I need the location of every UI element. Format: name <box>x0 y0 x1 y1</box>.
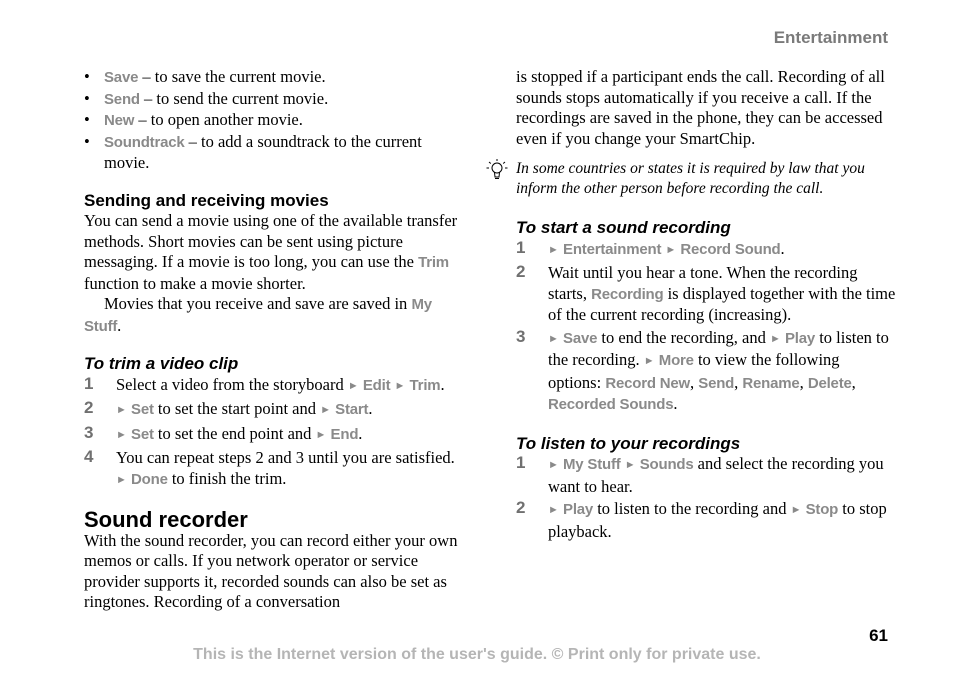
start-step: 1 ► Entertainment ► Record Sound. <box>516 237 785 258</box>
sending-paragraph: You can send a movie using one of the available transfer methods. Short movies can be sent using picture messaging. If a movie is too long, you can use the Trim function to make a movie shorter. <box>84 211 458 293</box>
trim-step: 2 ► Set to set the start point and ► Start. <box>84 398 373 418</box>
arrow-icon: ► <box>769 332 781 345</box>
list-item: • Soundtrack – to add a soundtrack to the current movie. <box>84 131 422 172</box>
sending-heading: Sending and receiving movies <box>84 190 329 210</box>
arrow-icon: ► <box>548 504 559 516</box>
start-recording-heading: To start a sound recording <box>516 218 731 237</box>
arrow-icon: ► <box>665 243 677 256</box>
right-column <box>516 67 896 542</box>
listen-step: 2 ► Play to listen to the recording and ► Stop to stop playback. <box>516 498 887 541</box>
arrow-icon: ► <box>116 428 127 441</box>
arrow-icon: ► <box>624 459 636 471</box>
sound-recorder-paragraph: With the sound recorder, you can record either your own memos or calls. If you network operator or service provider supports it, recorded sounds can also be set as ringtones. Recording of a conversation <box>84 530 458 611</box>
sound-recorder-heading: Sound recorder <box>84 507 248 532</box>
listen-step: 1 ► My Stuff ► Sounds and select the recording you want to hear. <box>516 453 884 496</box>
trim-heading: To trim a video clip <box>84 354 239 373</box>
trim-step: 4 You can repeat steps 2 and 3 until you are satisfied. ► Done to finish the trim. <box>84 447 455 488</box>
left-column <box>84 67 459 613</box>
arrow-icon: ► <box>643 355 655 367</box>
list-item: • New – to open another movie. <box>84 110 303 129</box>
legal-note: In some countries or states it is required by law that you inform the other person before recording the call. <box>516 159 896 198</box>
arrow-icon: ► <box>320 404 332 416</box>
arrow-icon: ► <box>116 473 127 486</box>
menu-term: Soundtrack <box>104 133 185 151</box>
menu-term: My Stuff <box>84 296 432 335</box>
arrow-icon: ► <box>315 428 327 441</box>
section-header: Entertainment <box>773 28 888 47</box>
list-item: • Save – to save the current movie. <box>84 67 326 86</box>
menu-term: Save <box>104 69 139 86</box>
footer-notice: This is the Internet version of the user's guide. © Print only for private use. <box>193 646 761 663</box>
menu-term: Send <box>104 90 140 108</box>
arrow-icon: ► <box>116 404 127 416</box>
trim-step: 3 ► Set to set the end point and ► End. <box>84 422 363 443</box>
arrow-icon: ► <box>394 379 406 392</box>
menu-term: Trim <box>418 254 449 271</box>
list-item: • Send – to send the current movie. <box>84 88 329 108</box>
listen-recordings-heading: To listen to your recordings <box>516 433 741 453</box>
start-step: 2 Wait until you hear a tone. When the recording starts, Recording is displayed together with the time of the current recording (increasing). <box>516 262 896 324</box>
arrow-icon: ► <box>548 243 559 256</box>
arrow-icon: ► <box>347 379 359 392</box>
arrow-icon: ► <box>790 504 802 516</box>
lightbulb-icon <box>484 157 510 187</box>
movie-options-list <box>84 67 459 174</box>
arrow-icon: ► <box>548 459 559 471</box>
received-movies-paragraph: Movies that you receive and save are saved in My Stuff. <box>84 294 432 335</box>
start-step: 3 ► Save to end the recording, and ► Play to listen to the recording. ► More to view the following options: Record New, Send, Rename, Delete, Recorded Sounds. <box>516 326 889 413</box>
trim-step: 1 Select a video from the storyboard ► Edit ► Trim. <box>84 373 445 394</box>
arrow-icon: ► <box>548 332 559 345</box>
page-number: 61 <box>869 626 888 645</box>
menu-term: New <box>104 112 135 129</box>
continued-paragraph: is stopped if a participant ends the call. Recording of all sounds stops automatically if you receive a call. If the recordings are saved in the phone, they can be accessed even if you change your SmartChip. <box>516 67 885 148</box>
